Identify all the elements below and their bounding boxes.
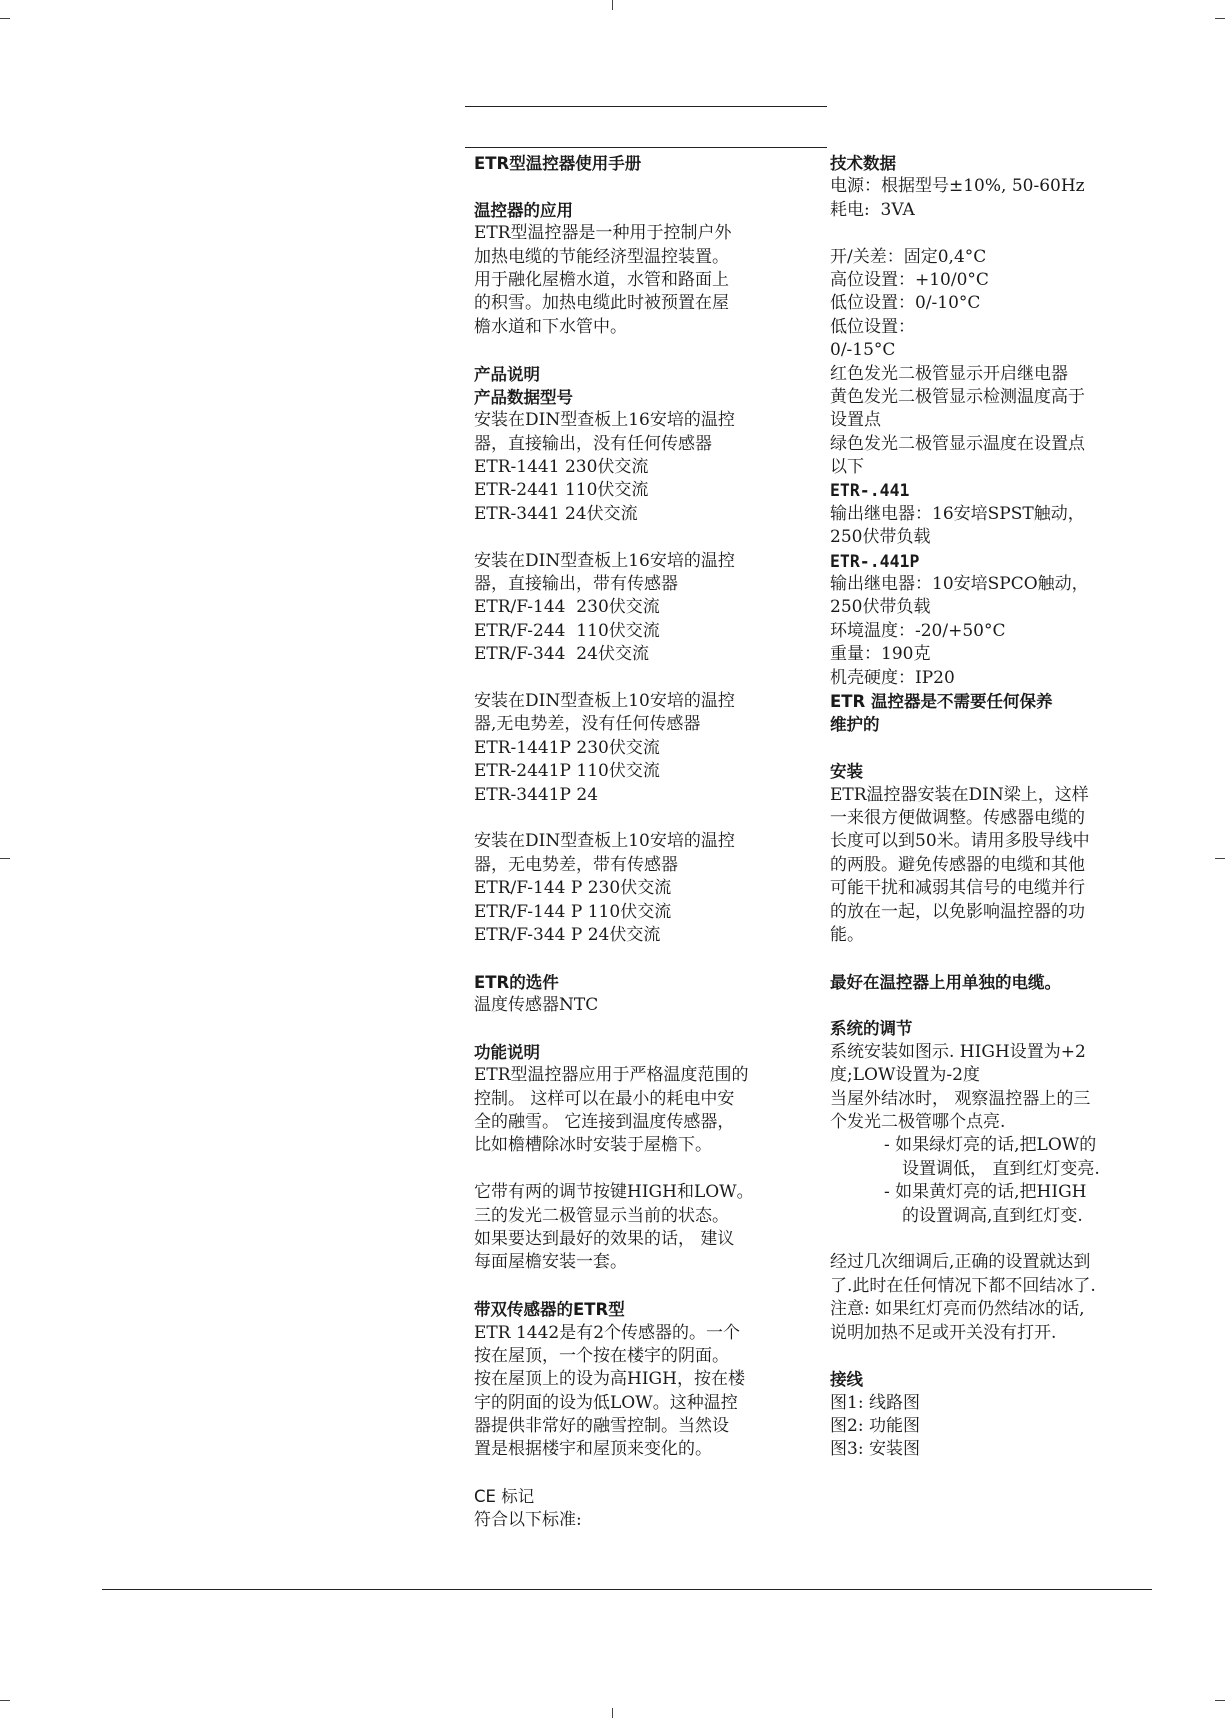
model-group-2: 安装在DIN型查板上16安培的温控 器，直接输出，带有传感器 ETR/F-144 230伏交流 ETR/F-244 110伏交流 ETR/F-344 24伏交流 bbox=[474, 550, 735, 665]
description-heading: 产品说明 bbox=[474, 364, 540, 384]
consumption-spec: 耗电: 3VA bbox=[830, 199, 915, 220]
adjust-bullet-yellow: - 如果黄灯亮的话,把HIGH 的设置调高,直到红灯变. bbox=[884, 1182, 1087, 1226]
application-text: ETR型温控器是一种用于控制户外 加热电缆的节能经济型温控装置。 用于融化屋檐水道，水管和路面上 的积雪。加热电缆此时被预置在屋 檐水道和下水管中。 bbox=[474, 223, 732, 337]
manual-title: ETR型温控器使用手册 bbox=[474, 154, 642, 173]
crop-mark-bottom-right bbox=[1215, 1700, 1225, 1701]
ce-heading: CE 标记 bbox=[474, 1487, 535, 1507]
model-heading: 产品数据型号 bbox=[474, 387, 573, 407]
install-heading: 安装 bbox=[830, 762, 863, 782]
etr441p-heading: ETR-.441P bbox=[830, 551, 920, 571]
crop-mark-right bbox=[1215, 858, 1225, 859]
function-text: ETR型温控器应用于严格温度范围的 控制。 这样可以在最小的耗电中安 全的融雪。 它连接到温度传感器， 比如檐槽除冰时安装于屋檐下。 bbox=[474, 1065, 749, 1156]
options-text: 温度传感器NTC bbox=[474, 995, 599, 1016]
crop-mark-bottom bbox=[612, 1708, 613, 1718]
crop-mark-left bbox=[0, 858, 10, 859]
install-text: ETR温控器安装在DIN梁上，这样 一来很方便做调整。传感器电缆的 长度可以到50米。请用多股导线中 的两股。避免传感器的电缆和其他 可能干扰和减弱其信号的电缆并行 的放在一起，以免影响温控器的功 能。 bbox=[830, 784, 1090, 945]
adjust-heading: 系统的调节 bbox=[830, 1019, 913, 1039]
maintenance-note-2: 维护的 bbox=[830, 715, 880, 735]
figure-list: 图1: 线路图 图2: 功能图 图3: 安装图 bbox=[830, 1392, 920, 1460]
dual-sensor-text: ETR 1442是有2个传感器的。一个 按在屋顶，一个按在楼宇的阴面。 按在屋顶上的设为高HIGH，按在楼 宇的阴面的设为低LOW。这种温控 器提供非常好的融雪控制。当然设 置是根据楼宇和屋顶来变化的。 bbox=[474, 1322, 745, 1460]
crop-mark-top bbox=[612, 0, 613, 10]
model-group-4: 安装在DIN型查板上10安培的温控 器，无电势差，带有传感器 ETR/F-144 P 230伏交流 ETR/F-144 P 110伏交流 ETR/F-344 P 24伏交流 bbox=[474, 831, 735, 945]
adjust-text: 系统安装如图示. HIGH设置为+2 度;LOW设置为-2度 当屋外结冰时， 观察温控器上的三 个发光二极管哪个点亮. bbox=[830, 1041, 1091, 1133]
crop-mark-top-left bbox=[0, 18, 10, 19]
etr441-text: 输出继电器：16安培SPST触动， 250伏带负载 bbox=[830, 503, 1085, 548]
cable-note: 最好在温控器上用单独的电缆。 bbox=[830, 972, 1061, 992]
power-spec: 电源：根据型号±10%, 50-60Hz bbox=[830, 176, 1085, 197]
footer-rule bbox=[102, 1589, 1152, 1590]
model-group-3: 安装在DIN型查板上10安培的温控 器,无电势差，没有任何传感器 ETR-1441P 230伏交流 ETR-2441P 110伏交流 ETR-3441P 24 bbox=[474, 690, 735, 805]
after-adjust-text: 经过几次细调后,正确的设置就达到 了.此时在任何情况下都不回结冰了. 注意: 如果红灯亮而仍然结冰的话, 说明加热不足或开关没有打开. bbox=[830, 1252, 1096, 1343]
left-column bbox=[474, 152, 789, 1532]
application-heading: 温控器的应用 bbox=[474, 200, 573, 220]
adjust-bullet-green: - 如果绿灯亮的话,把LOW的 设置调低， 直到红灯变亮. bbox=[884, 1135, 1100, 1179]
tech-data-heading: 技术数据 bbox=[830, 154, 896, 173]
function-heading: 功能说明 bbox=[474, 1042, 540, 1062]
maintenance-note-1: ETR 温控器是不需要任何保养 bbox=[830, 691, 1053, 711]
keys-text: 它带有两的调节按键HIGH和LOW。 三的发光二极管显示当前的状态。 如果要达到最好的效果的话， 建议 每面屋檐安装一套。 bbox=[474, 1182, 754, 1273]
etr441-heading: ETR-.441 bbox=[830, 481, 910, 501]
options-heading: ETR的选件 bbox=[474, 972, 559, 992]
top-rule bbox=[465, 106, 827, 107]
right-column bbox=[830, 152, 1170, 1462]
wiring-heading: 接线 bbox=[830, 1370, 863, 1390]
etr441p-text: 输出继电器：10安培SPCO触动， 250伏带负载 环境温度：-20/+50°C 重量：190克 机壳硬度：IP20 bbox=[830, 574, 1089, 688]
dual-sensor-heading: 带双传感器的ETR型 bbox=[474, 1300, 625, 1320]
model-group-1: 安装在DIN型查板上16安培的温控 器，直接输出，没有任何传感器 ETR-1441 230伏交流 ETR-2441 110伏交流 ETR-3441 24伏交流 bbox=[474, 410, 735, 524]
crop-mark-bottom-left bbox=[0, 1700, 10, 1701]
header-rule bbox=[465, 147, 827, 148]
spec-list: 开/关差：固定0,4°C 高位设置：+10/0°C 低位设置：0/-10°C 低位设置： 0/-15°C 红色发光二极管显示开启继电器 黄色发光二极管显示检测温度高于 设置点 绿色发光二极管显示温度在设置点 以下 bbox=[830, 246, 1085, 478]
crop-mark-top-right bbox=[1215, 18, 1225, 19]
ce-text: 符合以下标准: bbox=[474, 1509, 582, 1530]
